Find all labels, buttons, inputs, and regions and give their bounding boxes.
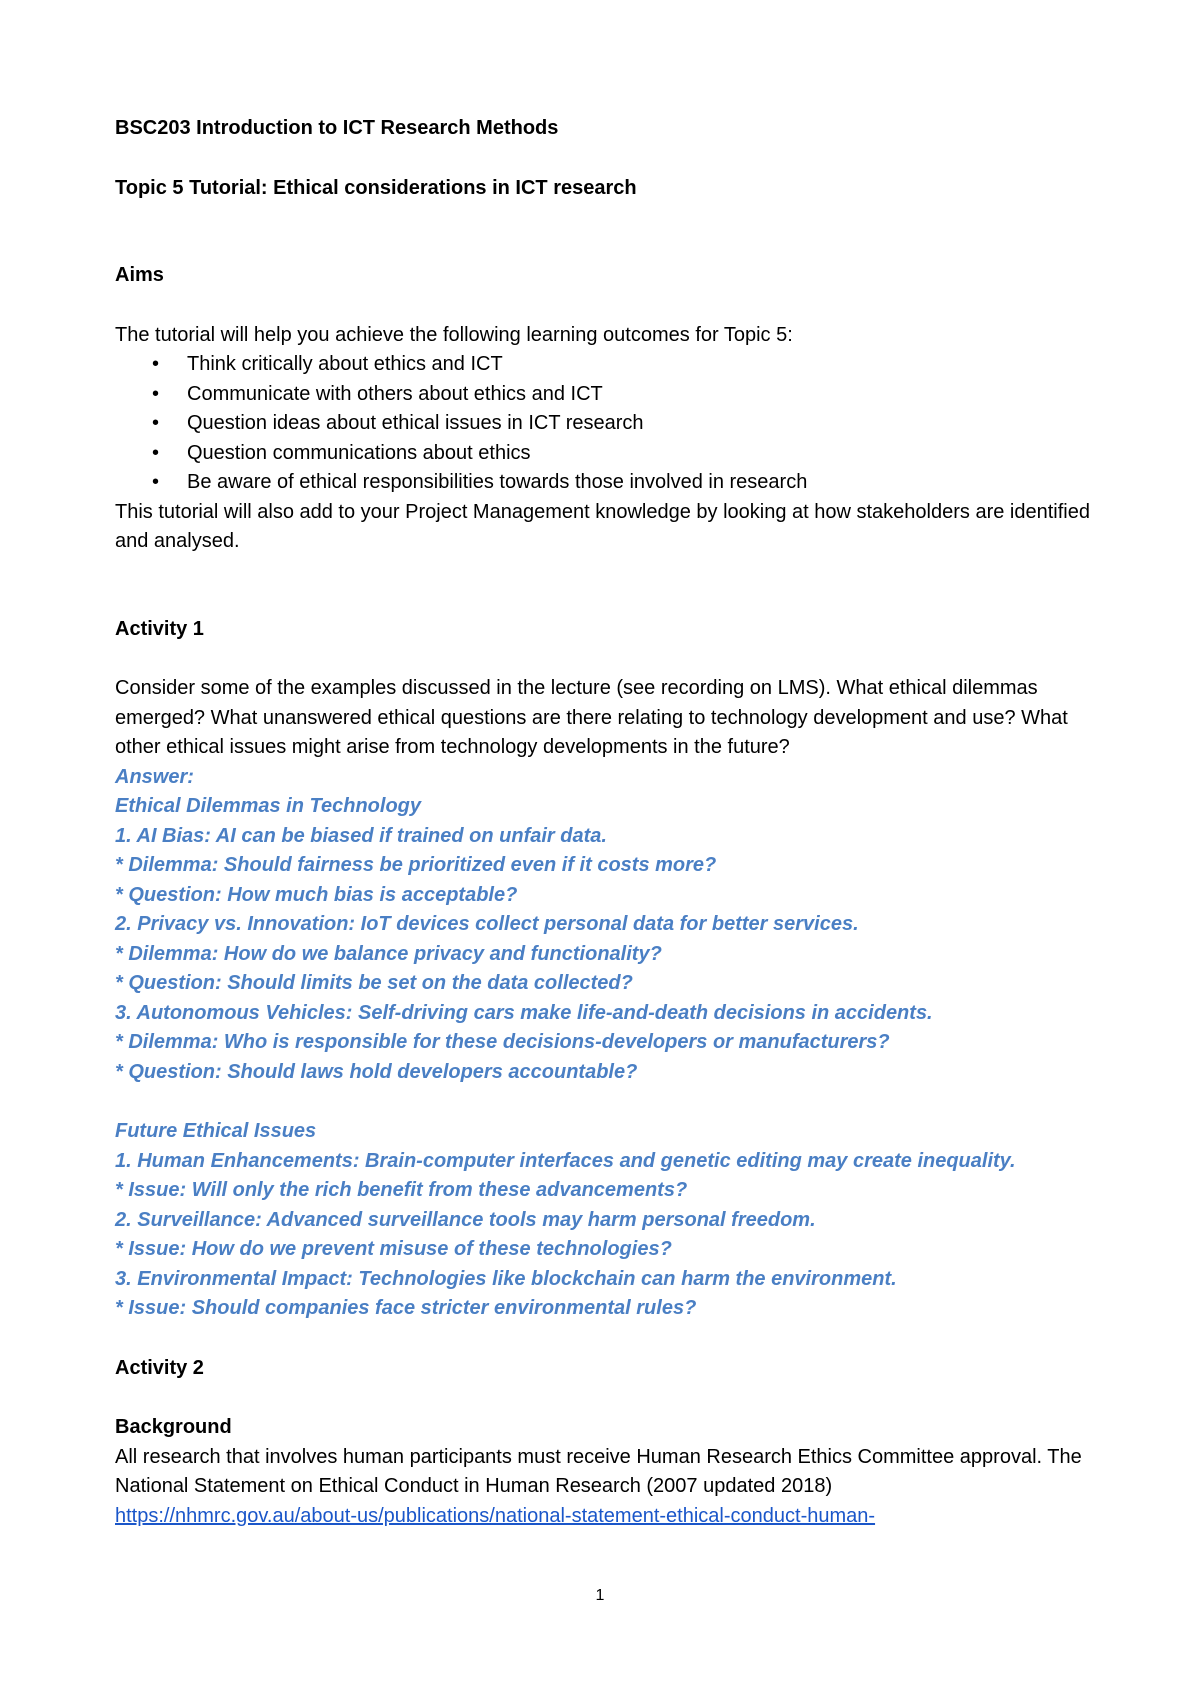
outcomes-list [115,350,1095,498]
outcome-item: • Be aware of ethical responsibilities towards those involved in research [115,468,1095,498]
future-heading: Future Ethical Issues [115,1120,317,1142]
national-statement-link[interactable]: https://nhmrc.gov.au/about-us/publications/national-statement-ethical-conduct-human- [115,1504,876,1527]
outcome-item: • Question ideas about ethical issues in ICT research [115,409,1095,439]
dilemmas-heading: Ethical Dilemmas in Technology [115,795,421,817]
answer-line: 3. Environmental Impact: Technologies like blockchain can harm the environment. [115,1267,897,1290]
answer-line: 3. Autonomous Vehicles: Self-driving cars make life-and-death decisions in accidents. [115,1001,933,1024]
bullet-icon: • [152,441,160,464]
aims-heading: Aims [115,264,164,286]
answer-line: * Dilemma: Should fairness be prioritized even if it costs more? [115,854,717,876]
answer-line: * Dilemma: Who is responsible for these decisions-developers or manufacturers? [115,1031,890,1053]
activity1-answer [115,763,1095,1324]
answer-line: 1. Human Enhancements: Brain-computer interfaces and genetic editing may create inequality. [115,1149,1016,1172]
activity2-heading: Activity 2 [115,1356,204,1379]
answer-line: * Dilemma: How do we balance privacy and functionality? [115,942,662,965]
answer-line: * Question: How much bias is acceptable? [115,883,518,906]
outcome-item: • Think critically about ethics and ICT [115,350,1095,380]
background-text: All research that involves human participants must receive Human Research Ethics Committee approval. The National Statement on Ethical Conduct in Human Research (2007 updated 2018) [115,1445,1082,1497]
aims-closing: This tutorial will also add to your Project Management knowledge by looking at how stakeholders are identified and analysed. [115,500,1090,552]
outcome-item: • Communicate with others about ethics and ICT [115,380,1095,410]
answer-line: * Question: Should laws hold developers accountable? [115,1060,638,1083]
outcome-item: • Question communications about ethics [115,439,1095,469]
bullet-icon: • [152,471,160,493]
bullet-icon: • [152,412,160,434]
answer-line: 1. AI Bias: AI can be biased if trained on unfair data. [115,824,607,847]
answer-line: 2. Surveillance: Advanced surveillance tools may harm personal freedom. [115,1208,816,1231]
aims-intro: The tutorial will help you achieve the following learning outcomes for Topic 5: [115,323,793,346]
bullet-icon: • [152,353,160,375]
answer-line: * Issue: How do we prevent misuse of these technologies? [115,1238,672,1260]
answer-line: 2. Privacy vs. Innovation: IoT devices collect personal data for better services. [115,913,859,935]
document-body [115,114,1095,1531]
background-heading: Background [115,1416,232,1438]
answer-line: * Question: Should limits be set on the data collected? [115,972,633,994]
answer-label: Answer: [115,765,194,788]
course-title: BSC203 Introduction to ICT Research Methods [115,117,559,139]
tutorial-title: Topic 5 Tutorial: Ethical considerations in ICT research [115,176,637,199]
answer-line: * Issue: Will only the rich benefit from these advancements? [115,1179,688,1201]
bullet-icon: • [152,382,160,405]
activity1-heading: Activity 1 [115,617,204,640]
activity1-prompt: Consider some of the examples discussed in the lecture (see recording on LMS). What ethical dilemmas emerged? What unanswered ethical questions are there relating to technology development and use? What other ethical issues might arise from technology developments in the future? [115,677,1068,758]
page-number: 1 [595,1587,605,1604]
answer-line: * Issue: Should companies face stricter environmental rules? [115,1297,697,1319]
